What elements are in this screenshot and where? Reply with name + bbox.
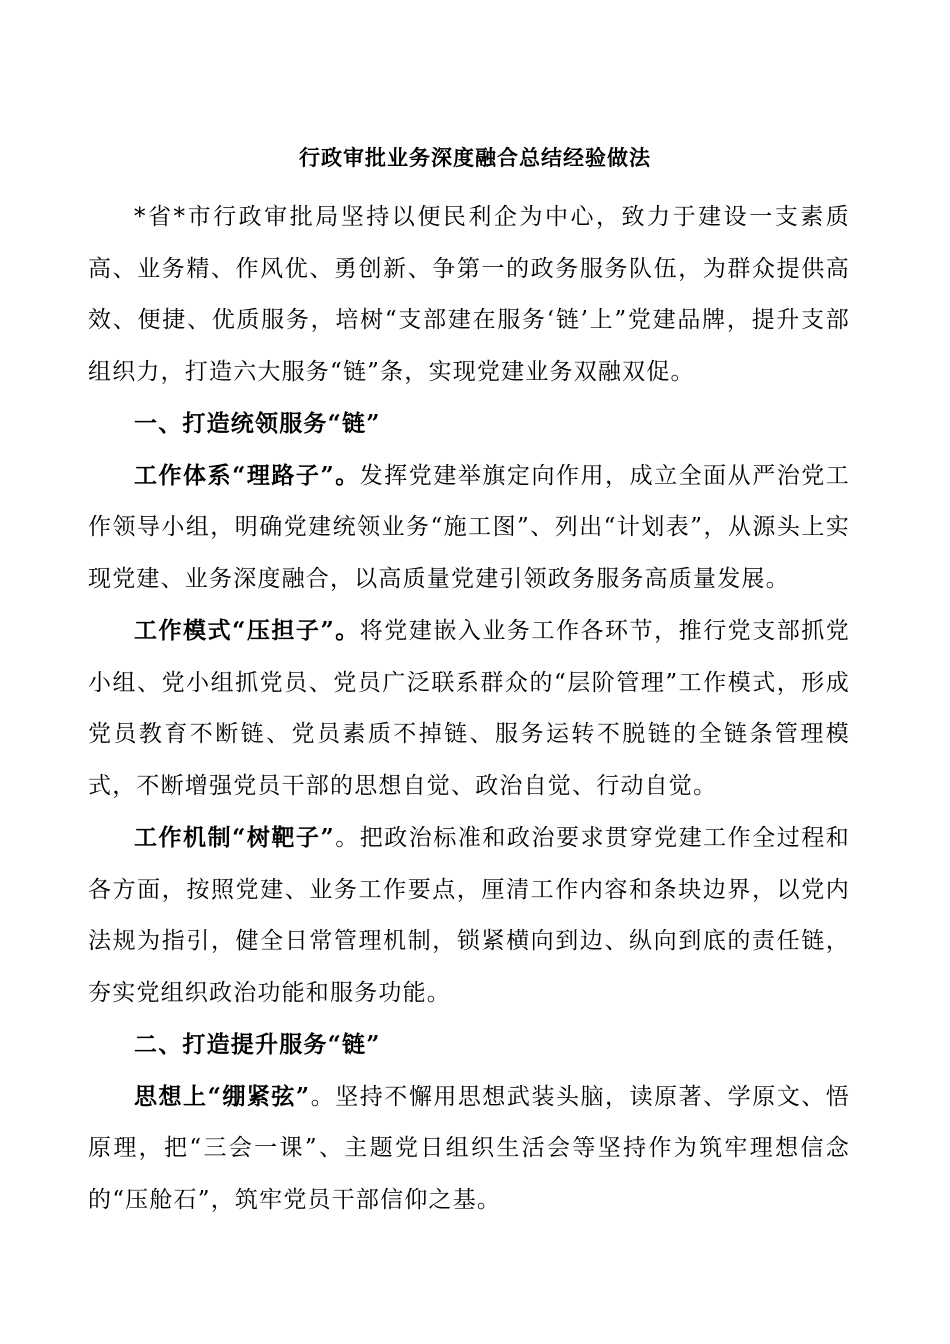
document-title: 行政审批业务深度融合总结经验做法 bbox=[299, 145, 651, 170]
intro-paragraph: *省*市行政审批局坚持以便民利企为中心，致力于建设一支素质高、业务精、作风优、勇创新、争第一的政务服务队伍，为群众提供高效、便捷、优质服务，培树“支部建在服务‘链’上”党建品牌，提升支部组织力，打造六大服务“链”条，实现党建业务双融双促。 bbox=[88, 204, 850, 385]
paragraph-work-mode bbox=[88, 605, 850, 812]
paragraph-text: 。把政治标准和政治要求贯穿党建工作全过程和各方面，按照党建、业务工作要点，厘清工作内容和条块边界，以党内法规为指引，健全日常管理机制，锁紧横向到边、纵向到底的责任链，夯实党组织政治功能和服务功能。 bbox=[88, 825, 850, 1006]
paragraph-lead: 思想上“绷紧弦” bbox=[134, 1082, 311, 1110]
document-body bbox=[88, 192, 850, 1226]
section-heading-2: 二、打造提升服务“链” bbox=[134, 1031, 381, 1058]
paragraph-text: 将党建嵌入业务工作各环节，推行党支部抓党小组、党小组抓党员、党员广泛联系群众的“层阶管理”工作模式，形成党员教育不断链、党员素质不掉链、服务运转不脱链的全链条管理模式，不断增强党员干部的思想自觉、政治自觉、行动自觉。 bbox=[88, 618, 850, 799]
paragraph-work-system bbox=[88, 450, 850, 606]
paragraph-lead: 工作体系“理路子”。 bbox=[134, 461, 360, 489]
paragraph-work-mechanism bbox=[88, 812, 850, 1019]
paragraph-lead: 工作机制“树靶子” bbox=[134, 824, 335, 851]
paragraph-lead: 工作模式“压担子”。 bbox=[134, 617, 360, 644]
paragraph-thought bbox=[88, 1071, 850, 1227]
section-heading-1: 一、打造统领服务“链” bbox=[134, 410, 381, 437]
paragraph-text: 。坚持不懈用思想武装头脑，读原著、学原文、悟原理，把“三会一课”、主题党日组织生活会等坚持作为筑牢理想信念的“压舱石”，筑牢党员干部信仰之基。 bbox=[88, 1083, 851, 1213]
paragraph-text: 发挥党建举旗定向作用，成立全面从严治党工作领导小组，明确党建统领业务“施工图”、列出“计划表”，从源头上实现党建、业务深度融合，以高质量党建引领政务服务高质量发展。 bbox=[88, 462, 850, 592]
